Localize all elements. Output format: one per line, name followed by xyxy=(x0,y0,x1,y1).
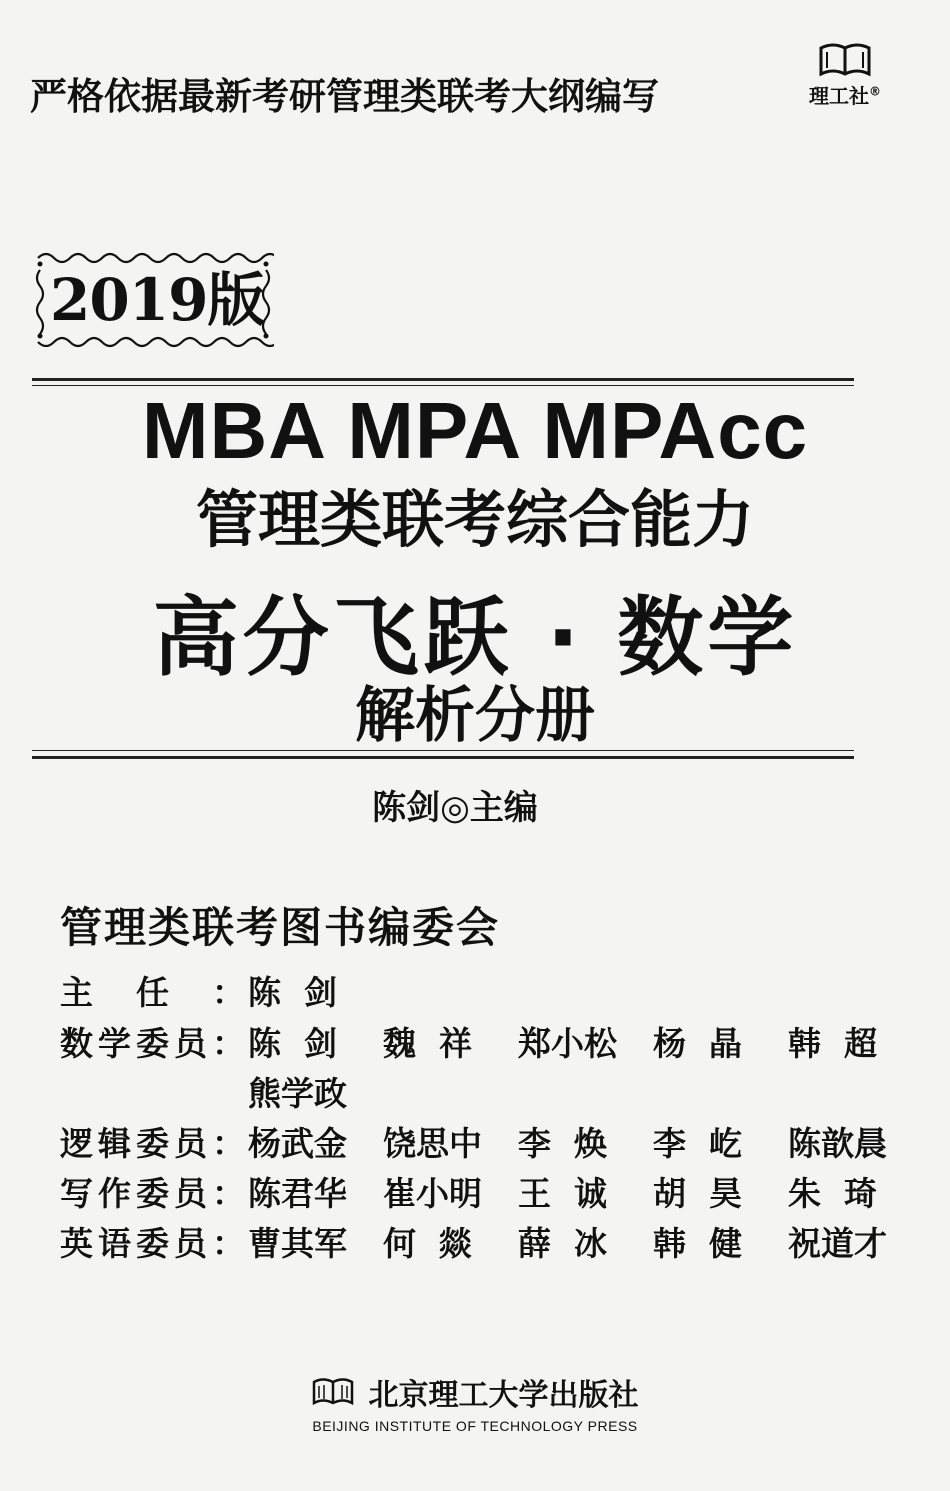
committee-label-char: ： xyxy=(212,1224,245,1263)
committee-label-char: 员 xyxy=(174,1174,207,1213)
committee-row-label xyxy=(60,1218,245,1265)
committee-row-names xyxy=(248,1018,898,1070)
committee-row xyxy=(60,1068,900,1120)
committee-label-char: 员 xyxy=(174,1124,207,1163)
publisher-name-en: BEIJING INSTITUTE OF TECHNOLOGY PRESS xyxy=(312,1418,638,1434)
committee-row-label xyxy=(60,1118,245,1165)
book-icon xyxy=(817,40,873,80)
committee-label-char: ： xyxy=(212,1174,245,1213)
committee-member-name: 薛 冰 xyxy=(518,1224,607,1263)
committee-label-char: 作 xyxy=(98,1174,131,1213)
committee-row xyxy=(60,1218,900,1270)
committee-row xyxy=(60,1168,900,1220)
bottom-rule-thick xyxy=(32,756,854,759)
committee-label-char: 任 xyxy=(136,973,169,1012)
committee-member-name: 朱 琦 xyxy=(788,1174,877,1213)
committee-row-label xyxy=(60,1168,245,1215)
committee-label-char: 委 xyxy=(136,1174,169,1213)
committee-label-char: 主 xyxy=(60,973,93,1012)
committee-label-char: 委 xyxy=(136,1224,169,1263)
committee-label-char: 语 xyxy=(98,1224,131,1263)
publisher-footer xyxy=(0,1370,950,1434)
committee-member-name: 熊学政 xyxy=(248,1074,347,1113)
committee-row xyxy=(60,1118,900,1170)
committee-label-char: ： xyxy=(212,973,245,1012)
committee-member-name: 王 诚 xyxy=(518,1174,607,1213)
committee-member-name: 饶思中 xyxy=(383,1124,482,1163)
brand-logo xyxy=(790,40,900,109)
committee-label-char: 辑 xyxy=(98,1124,131,1163)
committee-member-name: 韩 健 xyxy=(653,1224,742,1263)
committee-member-name: 陈歆晨 xyxy=(788,1124,887,1163)
committee-label-char: 英 xyxy=(60,1224,93,1263)
top-rule-thick xyxy=(32,378,854,381)
committee-member-name: 李 屹 xyxy=(653,1124,742,1163)
publisher-book-icon xyxy=(311,1376,355,1408)
committee-label-char: 写 xyxy=(60,1174,93,1213)
committee-title: 管理类联考图书编委会 xyxy=(60,903,501,952)
committee-label-char: 员 xyxy=(174,1224,207,1263)
committee-label-char: ： xyxy=(212,1024,245,1063)
committee-row-names xyxy=(248,1218,898,1270)
committee-row-label xyxy=(60,967,245,1014)
committee-row-label xyxy=(60,1018,245,1065)
committee-member-name: 韩 超 xyxy=(788,1024,877,1063)
top-slogan: 严格依据最新考研管理类联考大纲编写 xyxy=(30,75,659,118)
edition-label: 2019版 xyxy=(50,266,265,334)
committee-member-name: 曹其军 xyxy=(248,1224,347,1263)
bottom-rule-thin xyxy=(32,750,854,751)
title-english: MBA MPA MPAcc xyxy=(141,386,809,475)
brand-logo-text: 理工社® xyxy=(809,84,881,108)
title-line-1: 管理类联考综合能力 xyxy=(195,483,754,556)
committee-member-name: 杨 晶 xyxy=(653,1024,742,1063)
committee-member-name: 魏 祥 xyxy=(383,1024,472,1063)
committee-member-name: 崔小明 xyxy=(383,1174,482,1213)
committee-label-char: ： xyxy=(212,1124,245,1163)
committee-member-name: 何 燚 xyxy=(383,1224,472,1263)
committee-label-char: 数 xyxy=(60,1024,93,1063)
committee-member-name: 胡 昊 xyxy=(653,1174,742,1213)
committee-label-char: 委 xyxy=(136,1124,169,1163)
committee-row-names xyxy=(248,1068,898,1120)
title-line-2: 高分飞跃 · 数学 xyxy=(152,588,798,688)
chief-editor: 陈剑◎主编 xyxy=(372,788,538,828)
publisher-name-cn: 北京理工大学出版社 xyxy=(368,1378,639,1413)
committee-label-char: 逻 xyxy=(60,1124,93,1163)
title-line-3: 解析分册 xyxy=(355,681,595,751)
committee-row xyxy=(60,967,900,1019)
committee-label-char: 委 xyxy=(136,1024,169,1063)
committee-row-names xyxy=(248,967,898,1019)
committee-row xyxy=(60,1018,900,1070)
committee-row-names xyxy=(248,1168,898,1220)
committee-member-name: 陈 剑 xyxy=(248,1024,337,1063)
committee-member-name: 陈 剑 xyxy=(248,973,337,1012)
committee-label-char: 员 xyxy=(174,1024,207,1063)
committee-member-name: 杨武金 xyxy=(248,1124,347,1163)
committee-member-name: 祝道才 xyxy=(788,1224,887,1263)
committee-member-name: 陈君华 xyxy=(248,1174,347,1213)
committee-member-name: 郑小松 xyxy=(518,1024,617,1063)
committee-row-names xyxy=(248,1118,898,1170)
committee-label-char: 学 xyxy=(98,1024,131,1063)
committee-member-name: 李 焕 xyxy=(518,1124,607,1163)
